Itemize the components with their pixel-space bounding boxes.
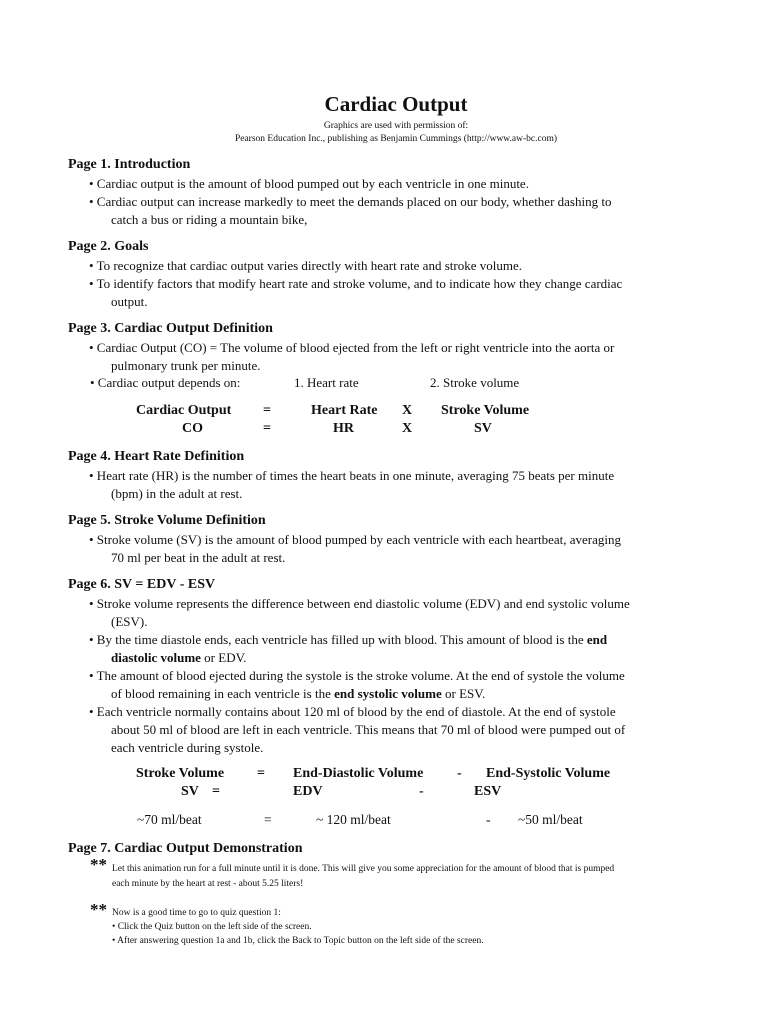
- note-2-bullet-1: • Click the Quiz button on the left side of the screen.: [112, 922, 312, 932]
- heading-page-3: Page 3. Cardiac Output Definition: [68, 321, 273, 336]
- eq2-co: CO: [182, 421, 203, 436]
- heading-page-7: Page 7. Cardiac Output Demonstration: [68, 841, 303, 856]
- eq1-stroke-volume: Stroke Volume: [441, 403, 530, 418]
- eq1-cardiac-output: Cardiac Output: [136, 403, 232, 418]
- p6-bullet-1: • Stroke volume represents the difference between end diastolic volume (EDV) and end systolic volume (ESV).: [89, 596, 630, 629]
- eq3-edv-label: End-Diastolic Volume: [293, 766, 424, 781]
- note-stars-1: **: [90, 855, 107, 874]
- eq5-minus: -: [486, 812, 491, 827]
- eq4-equals: =: [212, 784, 220, 799]
- eq2-equals: =: [263, 421, 271, 436]
- p6-bullet-3: • The amount of blood ejected during the systole is the stroke volume. At the end of systole the volume of blood remaining in each ventricle is the end systolic volume or ESV.: [89, 668, 625, 701]
- note-2-line-1: Now is a good time to go to quiz question 1:: [112, 908, 281, 918]
- p3-bullet-1: • Cardiac Output (CO) = The volume of blood ejected from the left or right ventricle into the aorta or pulmonary trunk per minute.: [89, 340, 615, 373]
- heading-page-6: Page 6. SV = EDV - ESV: [68, 577, 216, 592]
- p5-bullet-1: • Stroke volume (SV) is the amount of blood pumped by each ventricle with each heartbeat, averaging 70 ml per beat in the adult at rest.: [89, 532, 621, 565]
- eq3-equals: =: [257, 766, 265, 781]
- eq4-minus: -: [419, 784, 424, 799]
- eq4-esv: ESV: [474, 784, 502, 799]
- heading-page-2: Page 2. Goals: [68, 239, 149, 254]
- p1-bullet-2: • Cardiac output can increase markedly to meet the demands placed on our body, whether dashing to catch a bus or riding a mountain bike,: [89, 194, 612, 227]
- eq4-sv: SV: [181, 784, 199, 799]
- eq3-stroke-volume: Stroke Volume: [136, 766, 225, 781]
- eq1-times: X: [402, 403, 413, 418]
- credit-line-1: Graphics are used with permission of:: [323, 121, 469, 131]
- credit-line-2: Pearson Education Inc., publishing as Benjamin Cummings (http://www.aw-bc.com): [234, 134, 558, 144]
- eq3-minus: -: [457, 766, 462, 781]
- note-2-bullet-2: • After answering question 1a and 1b, click the Back to Topic button on the left side of the screen.: [112, 936, 484, 946]
- p3-item-stroke-volume: 2. Stroke volume: [430, 375, 520, 390]
- heading-page-1: Page 1. Introduction: [68, 157, 191, 172]
- p2-bullet-1: • To recognize that cardiac output varies directly with heart rate and stroke volume.: [89, 258, 522, 273]
- eq4-edv: EDV: [293, 784, 323, 799]
- eq2-hr: HR: [333, 421, 354, 436]
- p6-bullet-4: • Each ventricle normally contains about 120 ml of blood by the end of diastole. At the end of systole about 50 ml of blood are left in each ventricle. This means that 70 ml of blood were pumped out of each ventricle during systole.: [89, 704, 626, 755]
- page-title: Cardiac Output: [324, 92, 468, 116]
- note-1-line-2: each minute by the heart at rest - about 5.25 liters!: [112, 879, 304, 889]
- eq2-sv: SV: [474, 421, 492, 436]
- p3-bullet-2: • Cardiac output depends on:: [90, 375, 241, 390]
- p3-item-heart-rate: 1. Heart rate: [294, 375, 359, 390]
- p6-bullet-2: • By the time diastole ends, each ventricle has filled up with blood. This amount of blood is the end diastolic volume or EDV.: [89, 632, 608, 665]
- eq5-equals: =: [264, 812, 272, 827]
- eq5-sv-value: ~70 ml/beat: [137, 812, 202, 827]
- eq1-heart-rate: Heart Rate: [311, 403, 378, 418]
- eq2-times: X: [402, 421, 413, 436]
- heading-page-4: Page 4. Heart Rate Definition: [68, 449, 245, 464]
- p4-bullet-1: • Heart rate (HR) is the number of times the heart beats in one minute, averaging 75 beats per minute (bpm) in the adult at rest.: [89, 468, 615, 501]
- heading-page-5: Page 5. Stroke Volume Definition: [68, 513, 266, 528]
- note-1-line-1: Let this animation run for a full minute until it is done. This will give you some appreciation for the amount of blood that is pumped: [112, 864, 615, 874]
- eq5-esv-value: ~50 ml/beat: [518, 812, 583, 827]
- p1-bullet-1: • Cardiac output is the amount of blood pumped out by each ventricle in one minute.: [89, 176, 529, 191]
- eq1-equals: =: [263, 403, 271, 418]
- note-stars-2: **: [90, 900, 107, 919]
- eq5-edv-value: ~ 120 ml/beat: [316, 812, 391, 827]
- p2-bullet-2: • To identify factors that modify heart rate and stroke volume, and to indicate how they change cardiac output.: [89, 276, 623, 309]
- eq3-esv-label: End-Systolic Volume: [486, 766, 611, 781]
